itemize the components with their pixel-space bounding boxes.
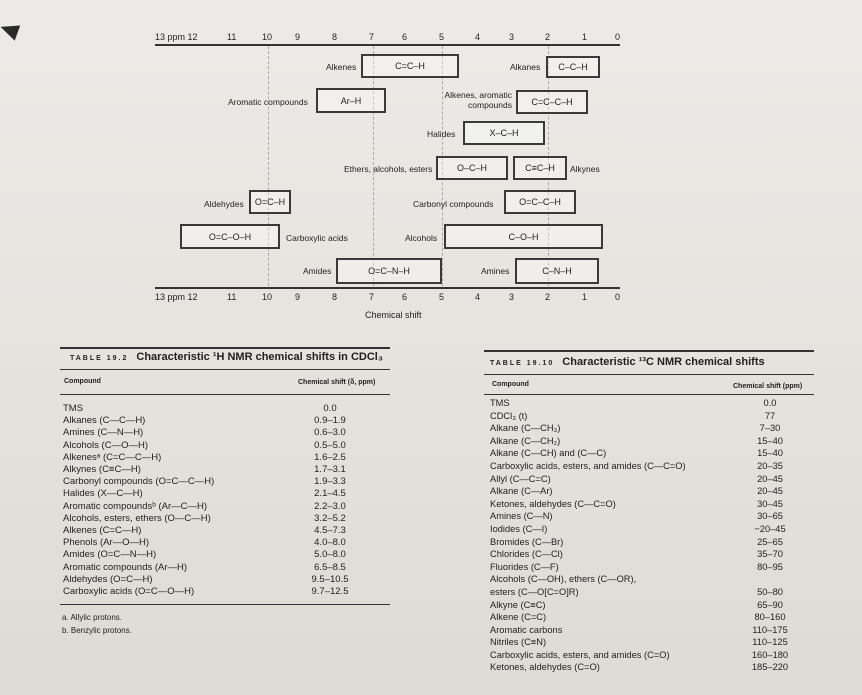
table-row-shift: 4.5–7.3: [314, 525, 346, 537]
table-row-shift: 1.7–3.1: [314, 464, 346, 476]
table-row-shift: 9.5–10.5: [311, 573, 349, 585]
label-ethers: Ethers, alcohols, esters: [344, 164, 433, 174]
table-row-compound: Alkenes (C=C—H): [63, 525, 142, 537]
axis-tick-label: 9: [295, 32, 301, 42]
table1-top-rule: [60, 347, 390, 349]
table1-title-text: Characteristic ¹H NMR chemical shifts in CDCl₃: [136, 351, 383, 363]
axis-tick-label: 2: [545, 32, 551, 42]
table-row-compound: Alkanes (C—C—H): [63, 415, 146, 427]
table-row-shift: 35–70: [757, 549, 783, 560]
gridline: [268, 46, 269, 286]
table-row-shift: 0.9–1.9: [314, 415, 346, 427]
table-row-compound: Chlorides (C—Cl): [490, 549, 563, 560]
table-row-shift: 15–40: [757, 448, 783, 459]
table-row-shift: 1.6–2.5: [314, 451, 346, 463]
axis-tick-label: 10: [262, 32, 273, 42]
axis-tick-label: 4: [475, 292, 481, 302]
table-row-shift: 6.5–8.5: [314, 561, 346, 573]
table-row-shift: 0.6–3.0: [314, 427, 346, 439]
table-row-compound: Ketones, aldehydes (C=O): [490, 662, 600, 673]
table1-bottom-rule: [60, 604, 390, 605]
axis-tick-label: 4: [475, 32, 481, 42]
axis-tick-label: 0: [615, 292, 621, 302]
table-row-shift: 0.0: [323, 403, 337, 414]
axis-tick-label: 3: [509, 292, 515, 302]
table-row-shift: 20–45: [757, 473, 783, 484]
axis-tick-label: 8: [332, 292, 338, 302]
label-aldehydes: Aldehydes: [204, 199, 244, 209]
label-carbonyl: Carbonyl compounds: [413, 199, 494, 209]
table-row-shift: 5.0–8.0: [314, 549, 346, 561]
box-aromatic: Ar–H: [316, 88, 386, 113]
table1-shifts: [305, 403, 355, 598]
page-corner-shadow: [0, 19, 20, 40]
table-row-compound: Fluorides (C—F): [490, 561, 559, 572]
table-row-compound: Nitriles (C≡N): [490, 637, 547, 648]
footnote-a: a. Allylic protons.: [62, 613, 123, 622]
box-alcohols: C–O–H: [444, 224, 603, 249]
table-row-shift: 4.0–8.0: [314, 537, 346, 549]
table-row-compound: Amines (C—N—H): [63, 427, 144, 439]
table-row-shift: 15–40: [757, 435, 783, 446]
table-row-shift: 2.2–3.0: [314, 500, 346, 512]
table-row-compound: Amines (C—N): [490, 511, 553, 522]
label-alkynes: Alkynes: [570, 164, 600, 174]
table-row-compound: Alkane (C—CH₃): [490, 423, 561, 434]
table1-col-compound: Compound: [64, 378, 101, 385]
label-aromatic: Aromatic compounds: [228, 97, 308, 107]
table-row-compound: Carbonyl compounds (O=C—C—H): [63, 476, 215, 488]
table1-col-shift: Chemical shift (δ, ppm): [298, 379, 376, 386]
table-row-shift: 80–95: [757, 561, 783, 572]
axis-tick-label: 6: [402, 292, 408, 302]
table-row-compound: Carboxylic acids, esters, and amides (C=O): [490, 649, 670, 660]
table-row-shift: 77: [764, 410, 776, 421]
table-row-shift: −20–45: [754, 523, 786, 534]
label-alkenes-aromatic: Alkenes, aromatic compounds: [444, 90, 512, 110]
table2-top-rule: [484, 350, 814, 352]
axis-tick-label: 1: [582, 292, 588, 302]
axis-tick-label: 7: [369, 292, 375, 302]
table1-number: TABLE 19.2: [70, 355, 129, 362]
table-row-shift: 65–90: [757, 599, 783, 610]
label-alcohols: Alcohols: [405, 233, 438, 243]
table2-shifts: [745, 397, 795, 674]
table-row-compound: Halides (X—C—H): [63, 488, 143, 500]
axis-tick-label: 5: [439, 292, 445, 302]
table-row-shift: 9.7–12.5: [311, 586, 349, 598]
table-row-compound: Carboxylic acids (O=C—O—H): [63, 586, 195, 598]
table-row-compound: Alkenesᵃ (C=C—C—H): [63, 451, 162, 463]
label-halides: Halides: [427, 129, 456, 139]
box-alkanes: C–C–H: [546, 56, 600, 78]
axis-tick-label: 8: [332, 32, 338, 42]
table-row-shift: 110–125: [752, 637, 788, 648]
table-row-compound: Amides (O=C—N—H): [63, 549, 157, 561]
label-alkenes: Alkenes: [326, 62, 357, 72]
table1-title: [70, 351, 383, 363]
table-row-shift: 160–180: [751, 649, 789, 660]
label-carboxylic: Carboxylic acids: [286, 233, 348, 243]
table2-subheader-rule: [484, 394, 814, 395]
table-row-shift: 110–175: [752, 624, 788, 635]
table-row-compound: Aromatic compoundsᵇ (Ar—C—H): [63, 500, 208, 512]
box-alkynes: C≡C–H: [513, 156, 567, 180]
table-row-shift: 80–160: [754, 612, 786, 623]
axis-tick-label: 6: [402, 32, 408, 42]
box-carbonyl: O=C–C–H: [504, 190, 576, 214]
axis-tick-label: 1: [582, 32, 588, 42]
table-row-compound: esters (C—O[C=O]R): [490, 586, 579, 597]
table2-compounds: [490, 397, 686, 674]
axis-tick-label: 13 ppm 12: [155, 32, 198, 42]
table-row-compound: Aromatic compounds (Ar—H): [63, 561, 188, 573]
box-amides: O=C–N–H: [336, 258, 442, 284]
axis-tick-label: 2: [545, 292, 551, 302]
table-row-compound: Iodides (C—I): [490, 523, 548, 534]
table-row-compound: Alkynes (C≡C—H): [63, 464, 141, 476]
table2-title-text: Characteristic ¹³C NMR chemical shifts: [562, 356, 765, 368]
table-row-compound: Alcohols, esters, ethers (O—C—H): [63, 512, 211, 524]
axis-tick-label: 7: [369, 32, 375, 42]
table-row-compound: TMS: [490, 398, 510, 408]
box-halides: X–C–H: [463, 121, 545, 145]
axis-tick-label: 3: [509, 32, 515, 42]
table2-header-rule: [484, 374, 814, 375]
axis-tick-label: 0: [615, 32, 621, 42]
box-alkenes: C=C–H: [361, 54, 459, 78]
table-row-compound: Ketones, aldehydes (C—C=O): [490, 498, 616, 509]
table-row-shift: 0.0: [763, 398, 777, 408]
axis-tick-label: 11: [227, 32, 237, 42]
table2-title: [490, 356, 765, 368]
axis-tick-label: 9: [295, 292, 301, 302]
table-row-compound: TMS: [63, 403, 84, 414]
table-row-compound: Alkane (C—CH₂): [490, 435, 561, 446]
label-amides: Amides: [303, 266, 332, 276]
table-row-compound: Aromatic carbons: [490, 624, 563, 635]
table-row-shift: 2.1–4.5: [314, 488, 346, 500]
table-row-shift: 30–45: [757, 498, 783, 509]
axis-tick-label: 13 ppm 12: [155, 292, 198, 302]
axis-tick-label: 5: [439, 32, 445, 42]
table1-subheader-rule: [60, 394, 390, 395]
box-allylic: C=C–C–H: [516, 90, 588, 114]
box-aldehydes: O=C–H: [249, 190, 291, 214]
table2-number: TABLE 19.10: [490, 360, 555, 367]
table-row-compound: Bromides (C—Br): [490, 536, 564, 547]
table-row-compound: Alcohols (C—OH), ethers (C—OR),: [490, 574, 637, 585]
table2-col-compound: Compound: [492, 381, 529, 388]
table-row-shift: 1.9–3.3: [314, 476, 346, 488]
table-row-shift: 0.5–5.0: [314, 439, 346, 451]
table2-col-shift: Chemical shift (ppm): [733, 383, 803, 390]
box-ethers: O–C–H: [436, 156, 508, 180]
label-amines: Amines: [481, 266, 510, 276]
table-row-compound: Allyl (C—C=C): [490, 473, 551, 484]
axis-title: Chemical shift: [365, 310, 422, 320]
table-row-compound: Alkane (C—CH) and (C—C): [490, 448, 607, 459]
box-amines: C–N–H: [515, 258, 599, 284]
table-row-shift: 185–220: [751, 662, 789, 673]
label-alkanes: Alkanes: [510, 62, 541, 72]
table-row-shift: 50–80: [757, 586, 783, 597]
top-axis-line: [155, 44, 620, 46]
axis-tick-label: 11: [227, 292, 237, 302]
box-carboxylic: O=C–O–H: [180, 224, 280, 249]
table-row-compound: Alkene (C=C): [490, 612, 547, 623]
table-row-compound: Alkyne (C≡C): [490, 599, 546, 610]
table-row-shift: [745, 573, 795, 586]
table-row-compound: Aldehydes (O=C—H): [63, 573, 153, 585]
table-row-shift: 3.2–5.2: [314, 512, 346, 524]
table-row-shift: 7–30: [759, 423, 781, 434]
table-row-shift: 20–45: [757, 486, 783, 497]
table1-header-rule: [60, 369, 390, 370]
table-row-compound: Carboxylic acids, esters, and amides (C—C=O): [490, 460, 686, 471]
table-row-compound: CDCl₃ (t): [490, 410, 528, 421]
table-row-compound: Alcohols (C—O—H): [63, 439, 148, 451]
axis-tick-label: 10: [262, 292, 273, 302]
table-row-shift: 25–65: [757, 536, 783, 547]
table-row-compound: Phenols (Ar—O—H): [63, 537, 150, 549]
table-row-shift: 30–65: [757, 511, 783, 522]
table-row-shift: 20–35: [757, 460, 783, 471]
table1-footnotes: [62, 611, 132, 637]
table-row-compound: Alkane (C—Ar): [490, 486, 553, 497]
footnote-b: b. Benzylic protons.: [62, 626, 132, 635]
table1-compounds: [63, 403, 214, 598]
bottom-axis-line: [155, 287, 620, 289]
